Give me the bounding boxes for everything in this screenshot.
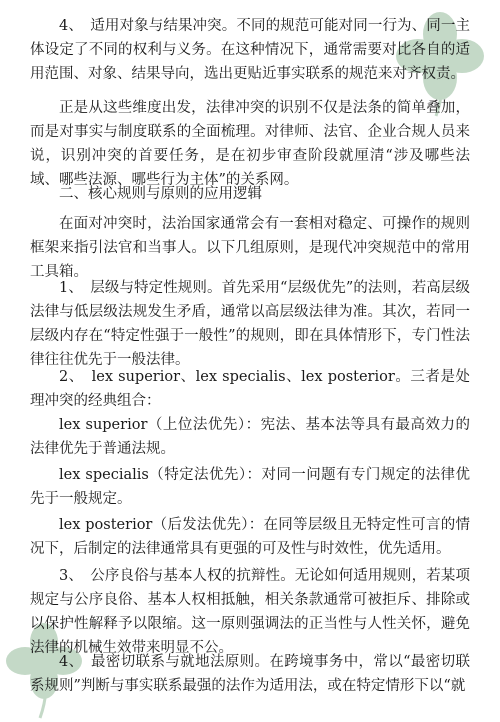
paragraph-applicable-objects: 4、 适用对象与结果冲突。不同的规范可能对同一行为、同一主体设定了不同的权利与义务。在这种情况下，通常需要对比各自的适用范围、对象、结果导向，选出更贴近事实联系的规范来对齐权责。 (30, 18, 470, 82)
paragraph-public-order: 3、 公序良俗与基本人权的抗辩性。无论如何适用规则，若某项规定与公序良俗、基本人权相抵触，相关条款通常可被拒斥、排除或以保护性解释予以限缩。这一原则强调法的正当性与人性关怀，避免法律的机械生效带来明显不公。 (30, 568, 470, 656)
paragraph-lex-principles: 2、 lex superior、lex specialis、lex posterior。三者是处理冲突的经典组合： (30, 369, 470, 409)
paragraph-rule-framework: 在面对冲突时，法治国家通常会有一套相对稳定、可操作的规则框架来指引法官和当事人。以下几组原则，是现代冲突规范中的常用工具箱。 (30, 216, 470, 280)
paragraph-hierarchy-rule: 1、 层级与特定性规则。首先采用“层级优先”的法则，若高层级法律与低层级法规发生矛盾，通常以高层级法律为准。其次，若同一层级内存在“特定性强于一般性”的规则，即在具体情形下，专门性法律往往优先于一般法律。 (30, 280, 470, 368)
section-heading-2: 二、核心规则与原则的应用逻辑 (59, 186, 262, 202)
paragraph-lex-posterior: lex posterior（后发法优先）：在同等层级且无特定性可言的情况下，后制定的法律通常具有更强的可及性与时效性，优先适用。 (30, 517, 470, 557)
paragraph-closest-connection: 4、 最密切联系与就地法原则。在跨境事务中，常以“最密切联系规则”判断与事实联系最强的法作为适用法，或在特定情形下以“就 (30, 654, 470, 694)
paragraph-lex-superior: lex superior（上位法优先）：宪法、基本法等具有最高效力的法律优先于普通法规。 (30, 417, 470, 457)
paragraph-lex-specialis: lex specialis（特定法优先）：对同一问题有专门规定的法律优先于一般规定。 (30, 467, 470, 507)
paragraph-identification-dimensions: 正是从这些维度出发，法律冲突的识别不仅是法条的简单叠加，而是对事实与制度联系的全面梳理。对律师、法官、企业合规人员来说，识别冲突的首要任务，是在初步审查阶段就厘清“涉及哪些法域、哪些法源、哪些行为主体”的关系网。 (30, 100, 470, 188)
